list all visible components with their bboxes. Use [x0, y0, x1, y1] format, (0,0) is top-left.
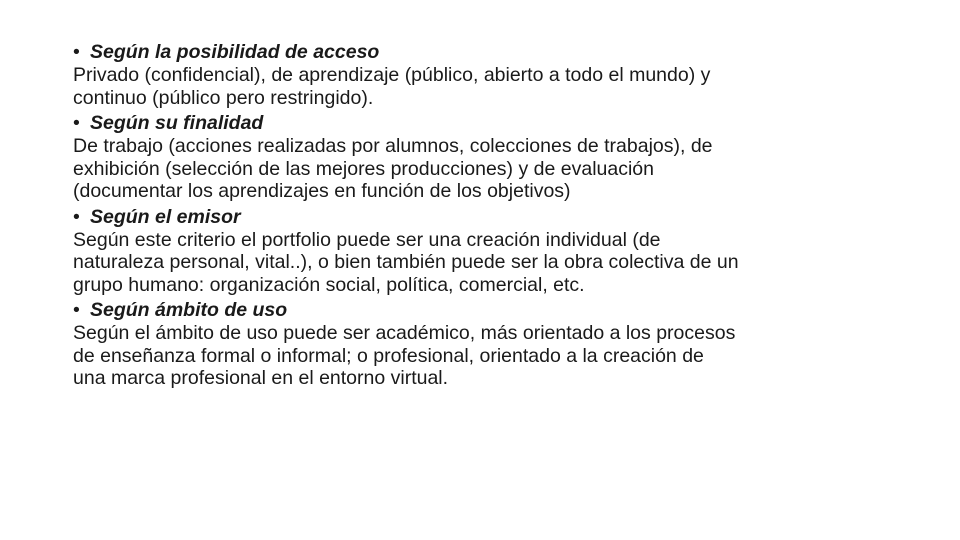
section-acceso: [73, 40, 903, 109]
body-line: de enseñanza formal o informal; o profesional, orientado a la creación de: [73, 344, 704, 367]
bullet-icon: •: [73, 112, 80, 134]
bullet-icon: •: [73, 41, 80, 63]
body-line: Según el ámbito de uso puede ser académico, más orientado a los procesos: [73, 322, 736, 344]
section-body: [73, 135, 903, 203]
body-line: una marca profesional en el entorno virtual.: [73, 367, 449, 389]
bullet-icon: •: [73, 205, 80, 228]
body-line: (documentar los aprendizajes en función de los objetivos): [73, 180, 571, 202]
body-line: grupo humano: organización social, política, comercial, etc.: [73, 273, 585, 296]
body-line: Según este criterio el portfolio puede ser una creación individual (de: [73, 228, 661, 251]
section-heading: [73, 205, 903, 229]
section-heading-text: Según la posibilidad de acceso: [90, 41, 380, 63]
section-heading-text: Según ámbito de uso: [90, 299, 288, 321]
section-body: [73, 322, 903, 390]
body-line: Privado (confidencial), de aprendizaje (público, abierto a todo el mundo) y: [73, 64, 711, 86]
section-heading: [73, 40, 903, 64]
section-ambito: [73, 298, 903, 390]
section-heading-text: Según su finalidad: [90, 112, 264, 134]
body-line: naturaleza personal, vital..), o bien también puede ser la obra colectiva de un: [73, 251, 739, 273]
section-body: [73, 229, 903, 297]
section-heading: [73, 298, 903, 322]
body-line: continuo (público pero restringido).: [73, 86, 374, 109]
section-emisor: [73, 205, 903, 297]
body-line: exhibición (selección de las mejores producciones) y de evaluación: [73, 157, 654, 180]
section-heading: [73, 111, 903, 135]
section-heading-text: Según el emisor: [90, 205, 241, 228]
slide-body: [73, 40, 903, 392]
section-finalidad: [73, 111, 903, 203]
section-body: [73, 64, 903, 109]
body-line: De trabajo (acciones realizadas por alumnos, colecciones de trabajos), de: [73, 135, 713, 157]
bullet-icon: •: [73, 299, 80, 321]
